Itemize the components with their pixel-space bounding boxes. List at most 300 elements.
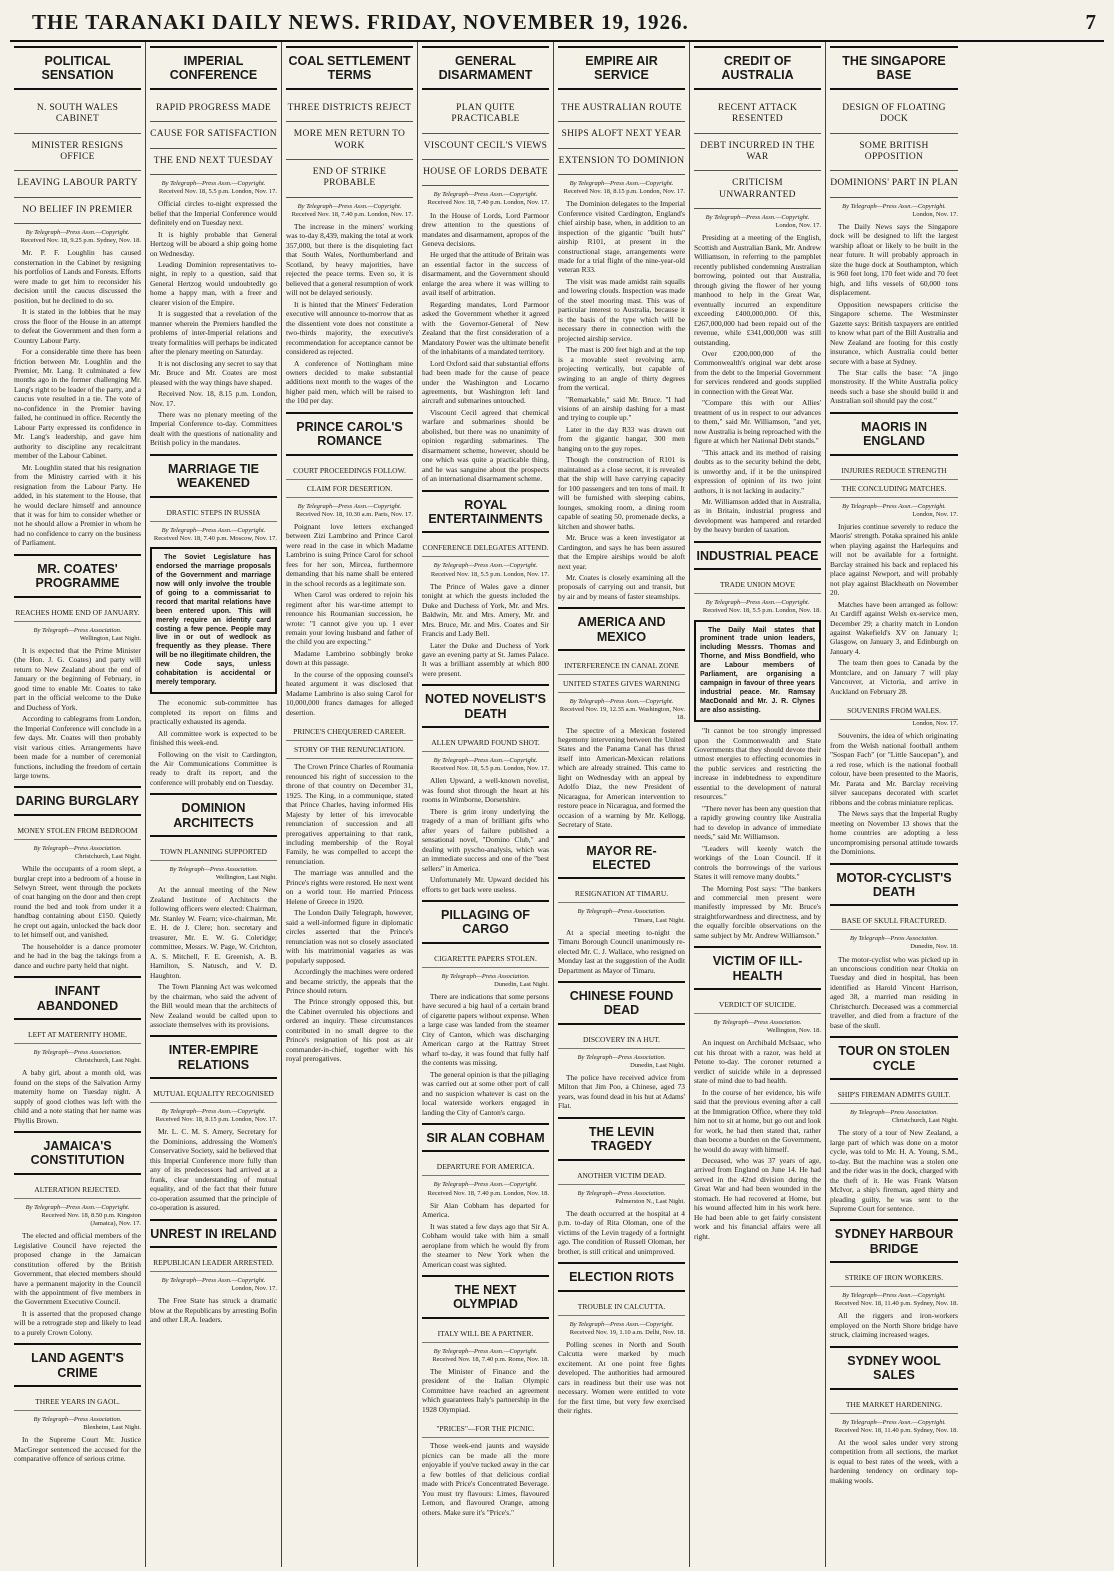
article-body bbox=[830, 1128, 958, 1213]
article-paragraph: Lord Oxford said that substantial efforts had been made for the cause of peace under the Washington and Locarno agreements, but Washington left land aircraft and submarines untouched. bbox=[422, 358, 549, 406]
article bbox=[422, 1275, 549, 1414]
article-paragraph: A baby girl, about a month old, was found on the steps of the Salvation Army maternity home on Tuesday night. A supply of good clothes was left with the child and a note stating that her name was Phyllis Brown. bbox=[14, 1068, 141, 1125]
article-paragraph: Unfortunately Mr. Upward decided his efforts to get back were useless. bbox=[422, 875, 549, 894]
article-subhead: "PRICES"—FOR THE PICNIC. bbox=[422, 1420, 549, 1438]
article bbox=[558, 46, 685, 601]
article-paragraph: The Town Planning Act was welcomed by the chairman, who said the advent of the Bill would mean that the architects of New Zealand would be called upon to associate themselves with its provisions. bbox=[150, 982, 277, 1029]
article-paragraph: It is highly probable that General Hertzog will be aboard a ship going home on Wednesday. bbox=[150, 229, 277, 258]
article-headline: VICTIM OF ILL-HEALTH bbox=[694, 946, 821, 990]
article-dateline: London, Nov. 17. bbox=[231, 1285, 277, 1293]
article-dateline: Dunedin, Last Night. bbox=[630, 1061, 685, 1069]
article bbox=[14, 976, 141, 1125]
article-byline: By Telegraph—Press Assn.—Copyright. bbox=[161, 1108, 266, 1116]
article-headline: GENERAL DISARMAMENT bbox=[422, 46, 549, 90]
article-paragraph: Matches have been arranged as follow: At Cardiff against Welsh ex-service men, December 29; a charity match in London against Wakefield's XV on January 1; Glasgow, on January 3, and Edinburgh on January 4. bbox=[830, 599, 958, 656]
article-headline: DARING BURGLARY bbox=[14, 786, 141, 815]
article-byline: By Telegraph—Press Association. bbox=[713, 1019, 802, 1027]
article-paragraph: At the wool sales under very strong competition from all sections, the market is equal to best rates of the week, with a hardening tendency on ordinary top-making wools. bbox=[830, 1437, 958, 1485]
article-paragraph: The Free State has struck a dramatic blow at the Republicans by arresting Bofin and other I.R.A. leaders. bbox=[150, 1296, 277, 1325]
article-paragraph: Accordingly the machines were ordered and became strictly, the appeals that the Prince should return. bbox=[286, 967, 413, 996]
article-byline: By Telegraph—Press Assn.—Copyright. bbox=[161, 1277, 266, 1285]
article-body bbox=[558, 1340, 685, 1416]
article-headline: MAYOR RE-ELECTED bbox=[558, 836, 685, 880]
article-byline: By Telegraph—Press Assn.—Copyright. bbox=[433, 757, 538, 765]
article-paragraph: Mr. Loughlin stated that his resignation from the Ministry carried with it his resignation from the Labour Party. He added, in his statement to the House, that he would declare himself and announce that it was for him to consider whether or not he should allow a Premier in whom he had no confidence to carry on the business of Parliament. bbox=[14, 462, 141, 548]
article-paragraph: "There never has been any question that a rapidly growing country like Australia had to develop in advance of immediate needs," said Mr. Williamson. bbox=[694, 803, 821, 842]
article-subhead: REACHES HOME END OF JANUARY. bbox=[14, 604, 141, 622]
article-subhead: DRASTIC STEPS IN RUSSIA bbox=[150, 504, 277, 522]
article-byline: By Telegraph—Press Assn.—Copyright. bbox=[433, 562, 538, 570]
article-body bbox=[694, 726, 821, 940]
article-body bbox=[14, 1068, 141, 1125]
article-headline: SIR ALAN COBHAM bbox=[422, 1123, 549, 1152]
article-body bbox=[150, 1127, 277, 1212]
news-column bbox=[554, 42, 690, 1567]
article-byline: By Telegraph—Press Assn.—Copyright. bbox=[705, 599, 810, 607]
article-paragraph: Deceased, who was 37 years of age, arrived from England on June 14. He had served in the 42nd division during the Great War and had been wounded in the stomach. He had recovered at Home, but his wound affected him in his work here. He had been able to get fairly consistent work and his financial affairs were all right. bbox=[694, 1155, 821, 1241]
article-byline: By Telegraph—Press Assn.—Copyright. bbox=[842, 1418, 946, 1426]
article-headline: JAMAICA'S CONSTITUTION bbox=[14, 1131, 141, 1175]
article-dateline: Received Nov. 18, 9.25 p.m. Sydney, Nov. 18. bbox=[20, 237, 141, 245]
article bbox=[150, 1035, 277, 1212]
article-paragraph: Viscount Cecil agreed that chemical warfare and submarines should be abolished, but there was no unanimity of opinion regarding submarines. The disarmament scheme, however, should be one which was quite a practicable thing, and he was sanguine about the prospects of an international disarmament scheme. bbox=[422, 407, 549, 484]
news-column bbox=[418, 42, 554, 1567]
page-number: 7 bbox=[1085, 10, 1096, 34]
article bbox=[286, 723, 413, 1064]
article-headline: EMPIRE AIR SERVICE bbox=[558, 46, 685, 90]
article-subhead: INTERFERENCE IN CANAL ZONE bbox=[558, 657, 685, 675]
article bbox=[422, 490, 549, 679]
article-headline: MAORIS IN ENGLAND bbox=[830, 412, 958, 456]
article-paragraph: The Prince strongly opposed this, but the Cabinet overruled his objections and ordered an inquiry. These circumstances contributed in no small degree to the Prince's resignation of his post as air commander-in-chief, together with his royal prerogatives. bbox=[286, 997, 413, 1064]
article-paragraph: There are indications that some persons have secured a big haul of a certain brand of cigarette papers without expense. When a large case was landed from the steamer City of Canton, which was discharging American cargo at the Rattray Street wharf to-day, it was found that fully half the contents was missing. bbox=[422, 992, 549, 1068]
article-subhead: THE MARKET HARDENING. bbox=[830, 1396, 958, 1414]
article-body bbox=[830, 522, 958, 696]
article-paragraph: Mr. P. F. Loughlin has caused consternation in the Cabinet by resigning his portfolios of Lands and Forests. Efforts were made to get him to reconsider his decision until the caucus discussed the position, but he declined to do so. bbox=[14, 248, 141, 305]
article-byline: By Telegraph—Press Assn.—Copyright. bbox=[433, 1347, 538, 1355]
article-byline: By Telegraph—Press Assn.—Copyright. bbox=[25, 1203, 130, 1211]
article-subhead: CIGARETTE PAPERS STOLEN. bbox=[422, 950, 549, 968]
article-headline: SYDNEY HARBOUR BRIDGE bbox=[830, 1219, 958, 1263]
article-subhead: CONFERENCE DELEGATES ATTEND. bbox=[422, 539, 549, 557]
article-subhead: STORY OF THE RENUNCIATION. bbox=[286, 741, 413, 759]
article-body bbox=[14, 864, 141, 970]
article-subhead: DEBT INCURRED IN THE WAR bbox=[694, 134, 821, 172]
article-headline: MARRIAGE TIE WEAKENED bbox=[150, 454, 277, 498]
article-byline: By Telegraph—Press Association. bbox=[33, 1416, 122, 1424]
article-dateline: Received Nov. 18, 5.5 p.m. London, Nov. 17. bbox=[430, 765, 549, 773]
article bbox=[14, 554, 141, 781]
article-subhead: ALTERATION REJECTED. bbox=[14, 1181, 141, 1199]
article-paragraph: The police have received advice from Milton that Jim Poo, a Chinese, aged 73 years, was found dead in his hut at Adams' Flat. bbox=[558, 1073, 685, 1111]
article-dateline: Received Nov. 18, 5.5 p.m. London, Nov. 17. bbox=[158, 188, 277, 196]
article-subhead: DISCOVERY IN A HUT. bbox=[558, 1031, 685, 1049]
article-headline: ROYAL ENTERTAINMENTS bbox=[422, 490, 549, 534]
article-subhead: COURT PROCEEDINGS FOLLOW. bbox=[286, 462, 413, 480]
article-dateline: Palmerston N., Last Night. bbox=[615, 1197, 685, 1205]
article-paragraph: At a special meeting to-night the Timaru Borough Council unanimously re-elected Mr. C. J. Wallace, who resigned on Monday last at the suggestion of the Audit Department as Mayor of Timaru. bbox=[558, 927, 685, 975]
article-paragraph: In the course of her evidence, his wife said that the previous evening after a call at the Immigration Office, where they told him not to sit at home, but go out and look for work, he had then stated that, rather than become a burden on the Government, he would do away with himself. bbox=[694, 1087, 821, 1154]
article-paragraph: The visit was made amidst rain squalls and lowering clouds. Inspection was made of the steel mooring mast. This was of particular interest to Australia, because it is the basis of the type which will be necessary there in connection with the projected airship service. bbox=[558, 276, 685, 343]
article-body bbox=[830, 1311, 958, 1339]
article-byline: By Telegraph—Press Association. bbox=[849, 1109, 939, 1117]
article-subhead: LEAVING LABOUR PARTY bbox=[14, 171, 141, 197]
article-paragraph: Over £200,000,000 of the Commonwealth's original war debt arose from the debt to the Imperial Government for services rendered and goods supplied in connection with the Great War. bbox=[694, 348, 821, 396]
article-paragraph: It is stated in the lobbies that he may cross the floor of the House in an attempt to defeat the Government and then form a Country Labour Party. bbox=[14, 307, 141, 345]
article bbox=[422, 46, 549, 484]
article-paragraph: The death occurred at the hospital at 4 p.m. to-day of Rita Oloman, one of the victims of the Levin tragedy of a fortnight ago. The condition of Russell Oloman, her brother, is still critical and unimproved. bbox=[558, 1208, 685, 1256]
bulletin-body bbox=[156, 554, 271, 688]
article-subhead: VERDICT OF SUICIDE. bbox=[694, 996, 821, 1014]
article-body bbox=[150, 885, 277, 1029]
article-subhead: THREE YEARS IN GAOL. bbox=[14, 1393, 141, 1411]
article-headline: MOTOR-CYCLIST'S DEATH bbox=[830, 863, 958, 907]
bulletin-body bbox=[700, 627, 815, 717]
article-paragraph: Opposition newspapers criticise the Singapore scheme. The Westminster Gazette says: British taxpayers are entitled to know what part of the Bill Australia and New Zealand are footing for this costly insurance, which Australia could better secure with a base at Sydney. bbox=[830, 299, 958, 366]
article-dateline: Received Nov. 18, 7.40 p.m. Moscow, Nov. 17. bbox=[153, 534, 277, 542]
article-paragraph: In the House of Lords, Lord Parmoor drew attention to the questions of mandates and disarmament, apropos of the Geneva decisions. bbox=[422, 210, 549, 248]
article-body bbox=[422, 776, 549, 894]
article-paragraph: The News says that the Imperial Rugby meeting on November 13 shows that the home countries are adopting a less uncompromising personal attitude towards the Dominions. bbox=[830, 809, 958, 857]
article-byline: By Telegraph—Press Assn.—Copyright. bbox=[433, 191, 538, 199]
article-paragraph: The Prince of Wales gave a dinner tonight at which the guests included the Duke and Duchess of York, Mr. and Mrs. Baldwin, Mr. and Mrs. Amery, Mr. and Mrs. Bruce, Mr. and Mrs. Coates and Sir Francis and Lady Bell. bbox=[422, 581, 549, 639]
article-subhead: RECENT ATTACK RESENTED bbox=[694, 96, 821, 134]
article-body bbox=[558, 726, 685, 830]
article-paragraph: It is suggested that a revelation of the manner wherein the Premiers handled the problems of inter-Imperial relations and treaty formalities will perhaps be indicated after the plenary meeting on Saturday. bbox=[150, 309, 277, 357]
article-body bbox=[830, 1438, 958, 1485]
article-subhead: ALLEN UPWARD FOUND SHOT. bbox=[422, 734, 549, 752]
article bbox=[830, 1036, 958, 1213]
article-body bbox=[422, 1441, 549, 1517]
article-subhead: ANOTHER VICTIM DEAD. bbox=[558, 1167, 685, 1185]
article-paragraph: Mr. Williamson added that in Australia, as in Britain, industrial progress and development was hampered and retarded by the heavy burden of taxation. bbox=[694, 497, 821, 535]
article-paragraph: The Morning Post says: "The bankers and commercial men present were manifestly impressed by Mr. Bruce's straightforwardness and directness, and by the equally forcible observations on the same subject by Mr. Andrew Williamson." bbox=[694, 883, 821, 940]
article-dateline: London, Nov. 17. bbox=[912, 510, 958, 518]
article-subhead: DEPARTURE FOR AMERICA. bbox=[422, 1158, 549, 1176]
article-subhead: REPUBLICAN LEADER ARRESTED. bbox=[150, 1254, 277, 1272]
article-dateline: Christchurch, Last Night. bbox=[74, 1057, 141, 1065]
article-paragraph: The Dominion delegates to the Imperial Conference visited Cardington, England's chief airship base, when, in addition to an inspection of the gigantic "built huts" airship R101, at present in the constructional stage, arrangements were made for a trial flight of the nine-year-old veteran R33. bbox=[558, 199, 685, 275]
article-paragraph: The economic sub-committee has completed its report on films and practically exhausted its agenda. bbox=[150, 698, 277, 727]
article bbox=[286, 412, 413, 717]
article-paragraph: According to cablegrams from London, the Imperial Conference will conclude in a few days. Mr. Coates will then probably visit various cities. Arrangements have been made for a number of ceremonial functions, including the freedom of certain large towns. bbox=[14, 714, 141, 780]
article-byline: By Telegraph—Press Assn.—Copyright. bbox=[569, 179, 674, 187]
article-headline: PILLAGING OF CARGO bbox=[422, 900, 549, 944]
article-body bbox=[830, 731, 958, 856]
article-dateline: London, Nov. 17. bbox=[912, 210, 958, 218]
article-paragraph: Mr. L. C. M. S. Amery, Secretary for the Dominions, addressing the Women's Conservative Society, said he believed that this Imperial Conference more fully than any of its predecessors had arrived at a frank, clear understanding of mutual equality, and of the fact that their future co-operation assumed that the principle of co-operation is assured. bbox=[150, 1127, 277, 1213]
article-subhead: STRIKE OF IRON WORKERS. bbox=[830, 1269, 958, 1287]
article-headline: LAND AGENT'S CRIME bbox=[14, 1343, 141, 1387]
article-paragraph: It is hinted that the Miners' Federation executive will announce to-morrow that as the dissentient vote does not constitute a two-thirds majority, the executive's recommendation for acceptance cannot be considered as rejected. bbox=[286, 299, 413, 357]
article-paragraph: Regarding mandates, Lord Parmoor asked the Government whether it agreed with the Governor-General of New Zealand that the first consideration of a Mandatory Power was the ultimate benefit of the inhabitants of a mandated territory. bbox=[422, 299, 549, 357]
article bbox=[830, 863, 958, 1031]
article-paragraph: "Leaders will keenly watch the workings of the Loan Council. If it controls the borrowings of the various States it will remove many doubts." bbox=[694, 843, 821, 882]
article-paragraph: There was no plenary meeting of the Imperial Conference to-day. Committees dealt with the questions of nationality and British policy in the mandates. bbox=[150, 410, 277, 448]
article-body bbox=[150, 199, 277, 448]
article-subhead: TRADE UNION MOVE bbox=[694, 576, 821, 594]
article-body bbox=[150, 1296, 277, 1324]
columns-container bbox=[10, 42, 1104, 1567]
article-body bbox=[422, 582, 549, 679]
news-column bbox=[826, 42, 962, 1567]
article-subhead: UNITED STATES GIVES WARNING bbox=[558, 675, 685, 693]
article-subhead: END OF STRIKE PROBABLE bbox=[286, 160, 413, 198]
article-paragraph: It is asserted that the proposed change will be a retrograde step and likely to lead to a purely Crown Colony. bbox=[14, 1308, 141, 1337]
article-subhead: MONEY STOLEN FROM BEDROOM bbox=[14, 822, 141, 840]
article-subhead: CLAIM FOR DESERTION. bbox=[286, 480, 413, 498]
article-body bbox=[14, 1435, 141, 1463]
article-subhead: BASE OF SKULL FRACTURED. bbox=[830, 912, 958, 930]
article-paragraph: Those week-end jaunts and wayside picnics can be made all the more enjoyable if you've tucked away in the car a few bottles of that delicious cordial made with Price's Concentrated Beverage. You must try flavours: Limes, flavoured Lemon, and flavoured Orange, among others. Make sure it's "Price's." bbox=[422, 1441, 549, 1517]
article-subhead: DOMINIONS' PART IN PLAN bbox=[830, 171, 958, 197]
article-dateline: Received Nov. 19, 1.10 a.m. Delhi, Nov. 18. bbox=[569, 1328, 685, 1336]
article-subhead: EXTENSION TO DOMINION bbox=[558, 149, 685, 175]
article-paragraph: Poignant love letters exchanged between Zizi Lambrino and Prince Carol were read in the case in which Madame Lambrino is suing Prince Carol for school fees for her son, Mircea, furthermore demanding that his name shall be entered in the school records as a legitimate son. bbox=[286, 521, 413, 588]
article-paragraph: The householder is a dance promoter and he had in the bag the takings from a dance and euchre party held that night. bbox=[14, 941, 141, 970]
article-dateline: Received Nov. 18, 10.30 a.m. Paris, Nov. 17. bbox=[295, 510, 413, 518]
article-dateline: London, Nov. 17. bbox=[775, 222, 821, 230]
article-headline: IMPERIAL CONFERENCE bbox=[150, 46, 277, 90]
article-headline: UNREST IN IRELAND bbox=[150, 1219, 277, 1248]
article-body bbox=[558, 1073, 685, 1111]
article-paragraph: The spectre of a Mexican fostered hegemony intervening between the United States and the Panama Canal has thrust itself into American-Mexican relations which are already strained. This came to light on Wednesday with an appeal by Adolfo Diaz, the new President of Nicaragua, for American intervention to restore peace in Nicaragua, and formed the occasion of a warning by Mr. Kellogg, Secretary of State. bbox=[558, 725, 686, 830]
article-dateline: Received Nov. 18, 11.40 p.m. Sydney, Nov. 18. bbox=[834, 1300, 958, 1308]
article-paragraph: Allen Upward, a well-known novelist, was found shot through the heart at his rooms in Wimborne, Dorsetshire. bbox=[422, 776, 549, 805]
article-dateline: Received Nov. 18, 11.40 p.m. Sydney, Nov. 18. bbox=[834, 1426, 958, 1434]
article-dateline: Blenheim, Last Night. bbox=[83, 1424, 141, 1432]
article-subhead: ITALY WILL BE A PARTNER. bbox=[422, 1325, 549, 1343]
article-subhead: MINISTER RESIGNS OFFICE bbox=[14, 134, 141, 172]
article-paragraph: For a considerable time there has been friction between Mr. Loughlin and the Premier, Mr. Lang. It culminated a few months ago in the former challenging Mr. Lang's right to be leader of the party, and a caucus vote resulted in a tie. The vote of no-confidence in the Premier having failed, he continued in office. Recently the Labour Party expressed its confidence in Mr. Lang's leadership, and gave him authority to discipline any recalcitrant member of the Labour Cabinet. bbox=[14, 347, 141, 461]
masthead-title: THE TARANAKI DAILY NEWS. FRIDAY, NOVEMBER 19, 1926. bbox=[32, 10, 689, 34]
article-subhead: LEFT AT MATERNITY HOME. bbox=[14, 1026, 141, 1044]
article-paragraph: Official circles to-night expressed the belief that the Imperial Conference would definitely end on Tuesday next. bbox=[150, 199, 277, 228]
article-body bbox=[286, 222, 413, 406]
article bbox=[694, 541, 821, 940]
article-byline: By Telegraph—Press Association. bbox=[33, 844, 122, 852]
article-paragraph: The Star calls the base: "A jingo monstrosity. If the White Australia policy needs such a base she should build it and Australian soil should pay the cost." bbox=[830, 367, 958, 406]
article-paragraph: It is not disclosing any secret to say that Mr. Bruce and Mr. Coates are most pleased with the way things have shaped. bbox=[150, 358, 277, 387]
article-headline: CREDIT OF AUSTRALIA bbox=[694, 46, 821, 90]
article-paragraph: Polling scenes in North and South Calcutta were marked by much excitement. At one point free fights developed. The authorities had armoured cars in readiness but their use was not necessary. Women were entitled to vote for the first time, but very few exercised their rights. bbox=[558, 1339, 685, 1416]
article bbox=[830, 1219, 958, 1339]
article-subhead: RAPID PROGRESS MADE bbox=[150, 96, 277, 122]
article bbox=[150, 454, 277, 788]
article-subhead: MUTUAL EQUALITY RECOGNISED bbox=[150, 1085, 277, 1103]
article-paragraph: The general opinion is that the pillaging was carried out at some other port of call and no suspicion whatever is cast on the local waterside workers engaged in landing the City of Canton's cargo. bbox=[422, 1069, 549, 1117]
article-paragraph: Souvenirs, the idea of which originating from the Welsh national football anthem "Sospan Fach" (or "Little Saucepan"), and a red rose, which is the national football colour, have been presented to the Maoris, Mr. Parata and Mr. Barclay receiving silver saucepans decorated with scarlet ribbons and the cobras miniature replicas. bbox=[830, 731, 958, 807]
article-paragraph: Mr. Bruce was a keen investigator at Cardington, and says he has been assured that the Empire airships would be aloft next year. bbox=[558, 533, 685, 571]
article bbox=[150, 1219, 277, 1325]
news-column bbox=[690, 42, 826, 1567]
article-paragraph: Received Nov. 18, 8.15 p.m. London, Nov. 17. bbox=[150, 389, 277, 408]
article-byline: By Telegraph—Press Association. bbox=[33, 1048, 122, 1056]
article bbox=[422, 900, 549, 1117]
article bbox=[14, 786, 141, 970]
article-body bbox=[150, 698, 277, 787]
news-column bbox=[282, 42, 418, 1567]
boxed-bulletin bbox=[694, 620, 821, 723]
article-body bbox=[14, 248, 141, 548]
article-headline: THE NEXT OLYMPIAD bbox=[422, 1275, 549, 1319]
article-byline: By Telegraph—Press Assn.—Copyright. bbox=[569, 698, 674, 706]
article-body bbox=[558, 199, 685, 601]
article-headline: INFANT ABANDONED bbox=[14, 976, 141, 1020]
article-dateline: Received Nov. 19, 12.35 a.m. Washington, Nov. 18. bbox=[559, 706, 685, 722]
article-byline: By Telegraph—Press Assn.—Copyright. bbox=[842, 202, 946, 210]
article-dateline: Wellington, Nov. 18. bbox=[766, 1027, 821, 1035]
news-column bbox=[146, 42, 282, 1567]
article-paragraph: An inquest on Archibald McIsaac, who cut his throat with a razor, was held at Petone to-day. The coroner returned a verdict of suicide while in a depressed state of mind due to bad health. bbox=[694, 1038, 821, 1086]
article-paragraph: While the occupants of a room slept, a burglar crept into a bedroom of a house in Selwyn Street, went through the pockets of coat hanging on the door and then crept round the bed and took from under it a handbag containing about £150. Quietly he crept out again, unlocked the back door to let himself out, and vanished. bbox=[14, 864, 141, 940]
article-paragraph: All committee work is expected to be finished this week-end. bbox=[150, 728, 277, 748]
bulletin-paragraph: The Daily Mail states that prominent trade union leaders, including Messrs. Thomas and Thorne, and Miss Bondfield, who are Labour members of Parliament, are organising a campaign in favour of three years industrial peace. Mr. Ramsay MacDonald and Mr. J. R. Clynes are also assisting. bbox=[700, 626, 815, 715]
article-byline: By Telegraph—Press Assn.—Copyright. bbox=[705, 214, 810, 222]
article-subhead: N. SOUTH WALES CABINET bbox=[14, 96, 141, 134]
article-paragraph: The Minister of Finance and the president of the Italian Olympic Committee have reached an agreement which guarantees Italy's partnership in the 1928 Olympiad. bbox=[422, 1367, 549, 1414]
article-subhead: SOME BRITISH OPPOSITION bbox=[830, 134, 958, 172]
article-paragraph: Presiding at a meeting of the English, Scottish and Australian Bank, Mr. Andrew Williamson, in referring to the pamphlet recently published condemning Australian borrowing, pointed out that Australia, through giving the flower of her young manhood to help in the Great War, eventually incurred an expenditure exceeding £400,000,000. Of this, £267,000,000 had been repaid out of the revenue, while £341,000,000 was still outstanding. bbox=[694, 233, 821, 347]
article bbox=[14, 1343, 141, 1463]
article-headline: TOUR ON STOLEN CYCLE bbox=[830, 1036, 958, 1080]
article-subhead: DESIGN OF FLOATING DOCK bbox=[830, 96, 958, 134]
boxed-bulletin bbox=[150, 547, 277, 694]
article-body bbox=[422, 1201, 549, 1269]
article-subhead: TOWN PLANNING SUPPORTED bbox=[150, 843, 277, 861]
article-dateline: Christchurch, Last Night. bbox=[891, 1117, 958, 1125]
article-body bbox=[422, 992, 549, 1117]
article-byline: By Telegraph—Press Association. bbox=[577, 1189, 666, 1197]
article bbox=[694, 46, 821, 535]
article-byline: By Telegraph—Press Association. bbox=[33, 626, 122, 634]
article-body bbox=[830, 222, 958, 406]
article bbox=[694, 946, 821, 1241]
article-dateline: London, Nov. 17. bbox=[912, 720, 958, 728]
article bbox=[150, 793, 277, 1029]
article-byline: By Telegraph—Press Assn.—Copyright. bbox=[433, 1181, 538, 1189]
article-paragraph: The increase in the miners' working was to-day 8,439, making the total at work 357,000, but there is the disquieting fact that South Wales, Northumberland and Scotland, by heavy majorities, have rejected the peace terms. Even so, it is believed that a general resumption of work will not be delayed seriously. bbox=[286, 221, 413, 298]
article bbox=[558, 607, 685, 829]
article-byline: By Telegraph—Press Assn.—Copyright. bbox=[297, 202, 402, 210]
article-paragraph: The marriage was annulled and the Prince's rights were restored. He next went on a world tour. He married Princess Helene of Greece in 1920. bbox=[286, 868, 413, 906]
article-paragraph: Madame Lambrino sobbingly broke down at this passage. bbox=[286, 648, 413, 668]
article-paragraph: Later in the day R33 was drawn out from the gigantic hangar, 300 men hanging on to the guy ropes. bbox=[558, 424, 685, 453]
article-paragraph: "Remarkable," said Mr. Bruce. "I had visions of an airship dashing for a mast and trying to couple up." bbox=[558, 394, 685, 423]
article-headline: THE LEVIN TRAGEDY bbox=[558, 1117, 685, 1161]
article-dateline: Dunedin, Last Night. bbox=[494, 980, 549, 988]
article-byline: By Telegraph—Press Association. bbox=[169, 866, 258, 874]
article-paragraph: A conference of Nottingham mine owners decided to make substantial additions next month to the wages of the higher paid men, which will be raised to the 10d per day. bbox=[286, 358, 413, 406]
article-byline: By Telegraph—Press Association. bbox=[849, 935, 939, 943]
article bbox=[830, 46, 958, 406]
article-paragraph: Later the Duke and Duchess of York gave an evening party at St. James Palace. It was a brilliant assembly at which 800 were present. bbox=[422, 640, 549, 678]
article-dateline: Received Nov. 18, 7.40 p.m. London, Nov. 17. bbox=[291, 210, 413, 218]
article-subhead: THE AUSTRALIAN ROUTE bbox=[558, 96, 685, 122]
article-byline: By Telegraph—Press Assn.—Copyright. bbox=[842, 1292, 946, 1300]
article-body bbox=[14, 646, 141, 781]
article bbox=[830, 1346, 958, 1485]
article-subhead: HOUSE OF LORDS DEBATE bbox=[422, 160, 549, 186]
article-subhead: THREE DISTRICTS REJECT bbox=[286, 96, 413, 122]
article-dateline: Received Nov. 18, 7.40 p.m. Rome, Nov. 18. bbox=[432, 1355, 549, 1363]
article-body bbox=[694, 1038, 821, 1241]
article bbox=[14, 1131, 141, 1337]
article-body bbox=[558, 928, 685, 975]
article-headline: DOMINION ARCHITECTS bbox=[150, 793, 277, 837]
article-byline: By Telegraph—Press Assn.—Copyright. bbox=[842, 502, 946, 510]
article-paragraph: Injuries continue severely to reduce the Maoris' strength. Potaka sprained his ankle when playing against the Harlequins and will not be available for a fortnight. Barclay strained his back and replaced his place against Newport, and will probably not play against Blackheath on November 20. bbox=[830, 521, 958, 598]
article-dateline: Wellington, Last Night. bbox=[215, 874, 277, 882]
article-paragraph: The team then goes to Canada by the Montclare, and on January 7 will play Vancouver, at Victoria, and arrive in Auckland on February 28. bbox=[830, 658, 958, 696]
article bbox=[558, 1117, 685, 1256]
article-dateline: Christchurch, Last Night. bbox=[74, 852, 141, 860]
bulletin-paragraph: The Soviet Legislature has endorsed the marriage proposals of the Government and marriage now will only involve the trouble of going to a commissariat to record that marital relations have been entered upon. This will merely require an identity card costing a few pence. People may live in or out of wedlock as frequently as they please. There will be no illegitimate children, the new Code says, unless cohabitation is accidental or merely temporary. bbox=[156, 553, 271, 687]
article-paragraph: "Compare this with our Allies' treatment of us in respect to our advances to them," said Mr. Williamson, "and yet, now Australia is being reproached with the figure at which her National Debt stands." bbox=[694, 398, 821, 446]
masthead bbox=[10, 8, 1104, 42]
article-headline: AMERICA AND MEXICO bbox=[558, 607, 685, 651]
article-byline: By Telegraph—Press Association. bbox=[577, 908, 666, 916]
news-column bbox=[10, 42, 146, 1567]
article-subhead: PRINCE'S CHEQUERED CAREER. bbox=[286, 723, 413, 741]
article-headline: MR. COATES' PROGRAMME bbox=[14, 554, 141, 598]
article-paragraph: The mast is 200 feet high and at the top is a movable steel revolving arm, projecting vertically, but capable of swinging to an angle of thirty degrees from the vertical. bbox=[558, 345, 685, 393]
article bbox=[558, 836, 685, 975]
article-byline: By Telegraph—Press Association. bbox=[577, 1053, 666, 1061]
article-paragraph: In the Supreme Court Mr. Justice MacGregor sentenced the accused for the comparative offence of serious crime. bbox=[14, 1435, 141, 1464]
article-headline: PRINCE CAROL'S ROMANCE bbox=[286, 412, 413, 456]
article-paragraph: Mr. Coates is closely examining all the proposals of carrying out and transit, but by air and by means of faster steamships. bbox=[558, 572, 685, 601]
article-headline: ELECTION RIOTS bbox=[558, 1262, 685, 1291]
article bbox=[830, 412, 958, 696]
article-subhead: CAUSE FOR SATISFACTION bbox=[150, 122, 277, 148]
article bbox=[830, 702, 958, 856]
article bbox=[14, 46, 141, 548]
article-paragraph: Though the construction of R101 is maintained as a close secret, it is revealed that the ship will have carrying capacity for 100 passengers and ten tons of mail. It will be furnished with sleeping cabins, lounges, smoking room, a dining room capable of seating 50, promenade decks, a kitchen and shower baths. bbox=[558, 455, 685, 531]
article-subhead: SHIP'S FIREMAN ADMITS GUILT. bbox=[830, 1086, 958, 1104]
article-headline: THE SINGAPORE BASE bbox=[830, 46, 958, 90]
article-headline: INDUSTRIAL PEACE bbox=[694, 541, 821, 570]
article-subhead: THE CONCLUDING MATCHES. bbox=[830, 480, 958, 498]
article-dateline: Received Nov. 18, 7.40 p.m. London, Nov. 18. bbox=[427, 1189, 549, 1197]
article-paragraph: It was stated a few days ago that Sir A. Cobham would take with him a small aeroplane from which he would fly from the steamer to New York when the American coast was sighted. bbox=[422, 1221, 549, 1269]
article bbox=[422, 1123, 549, 1269]
article bbox=[422, 1420, 549, 1517]
article-headline: CHINESE FOUND DEAD bbox=[558, 981, 685, 1025]
article-paragraph: The London Daily Telegraph, however, said a well-informed figure in diplomatic circles asserted that the Prince's renunciation was not so closely associated with his matrimonial vagaries as was popularly supposed. bbox=[286, 908, 413, 965]
article-body bbox=[422, 1367, 549, 1414]
article-paragraph: All the riggers and iron-workers employed on the North Shore bridge have struck, claiming increased wages. bbox=[830, 1311, 958, 1340]
article-byline: By Telegraph—Press Assn.—Copyright. bbox=[297, 502, 402, 510]
article-paragraph: Leading Dominion representatives to-night, in reply to a question, said that General Hertzog would undoubtedly go home a happy man, with a freer and clearer vision of the Empire. bbox=[150, 259, 277, 307]
article-paragraph: At the annual meeting of the New Zealand Institute of Architects the following officers were elected: Chairman, Mr. Stanley W. Fearn; vice-chairman, Mr. E. H. de J. Clere; hon. secretary and treasurer, Mr. E. W. G. Coleridge; committee, Messrs. W. Page, W. Crichton, A. S. Mitchell, F. E. Greenish, A. B. Hamilton, S. Natusch, and V. D. Haughton. bbox=[150, 885, 277, 980]
article-paragraph: The elected and official members of the Legislative Council have rejected the proposed change in the Jamaican constitution offered by the British Government, that elected members should have a permanent majority in the Council with the appointment of five members in the Government Executive Council. bbox=[14, 1231, 141, 1307]
article-dateline: Received Nov. 18, 5.5 p.m. London, Nov. 17. bbox=[430, 570, 549, 578]
article-byline: By Telegraph—Press Assn.—Copyright. bbox=[161, 179, 266, 187]
article bbox=[558, 981, 685, 1111]
article-headline: POLITICAL SENSATION bbox=[14, 46, 141, 90]
article-paragraph: The Daily News says the Singapore dock will be designed to lift the largest warship afloat or likely to be built in the near future. It will probably approach in size the huge dock at Southampton, which is 960 feet long, 170 feet wide and 70 feet high, and lifts vessels of 60,000 tons displacement. bbox=[830, 221, 958, 298]
article-paragraph: He urged that the attitude of Britain was an essential factor in the success of disarmament, and the Government should enlarge the area where it was willing to avail itself of arbitration. bbox=[422, 250, 549, 298]
article-paragraph: It is expected that the Prime Minister (the Hon. J. G. Coates) and party will return to New Zealand about the end of January or the beginning of February, in good time to enable Mr. Coates to take part in the official welcome to the Duke and Duchess of York. bbox=[14, 645, 141, 712]
article-paragraph: There is grim irony underlying the tragedy of a man of brilliant gifts who after years of failure published a sensational novel, "Domino Club," and dealing with pyscho-analysis, which was an immediate success and one of the "best sellers" in America. bbox=[422, 806, 549, 873]
article-byline: By Telegraph—Press Association. bbox=[441, 972, 530, 980]
article-body bbox=[286, 522, 413, 717]
article-subhead: VISCOUNT CECIL'S VIEWS bbox=[422, 134, 549, 160]
article-paragraph: The story of a tour of New Zealand, a large part of which was done on a motor cycle, was told to Mr. H. A. Young, S.M., to-day. But the machine was a stolen one and the rider was in the dock, charged with the theft of it. He was Frank Watson McIvor, a ship's fireman, aged thirty and pleading guilty, he was sent to the Supreme Court for sentence. bbox=[830, 1128, 958, 1214]
article bbox=[422, 684, 549, 894]
article-paragraph: Sir Alan Cobham has departed for America. bbox=[422, 1200, 549, 1220]
